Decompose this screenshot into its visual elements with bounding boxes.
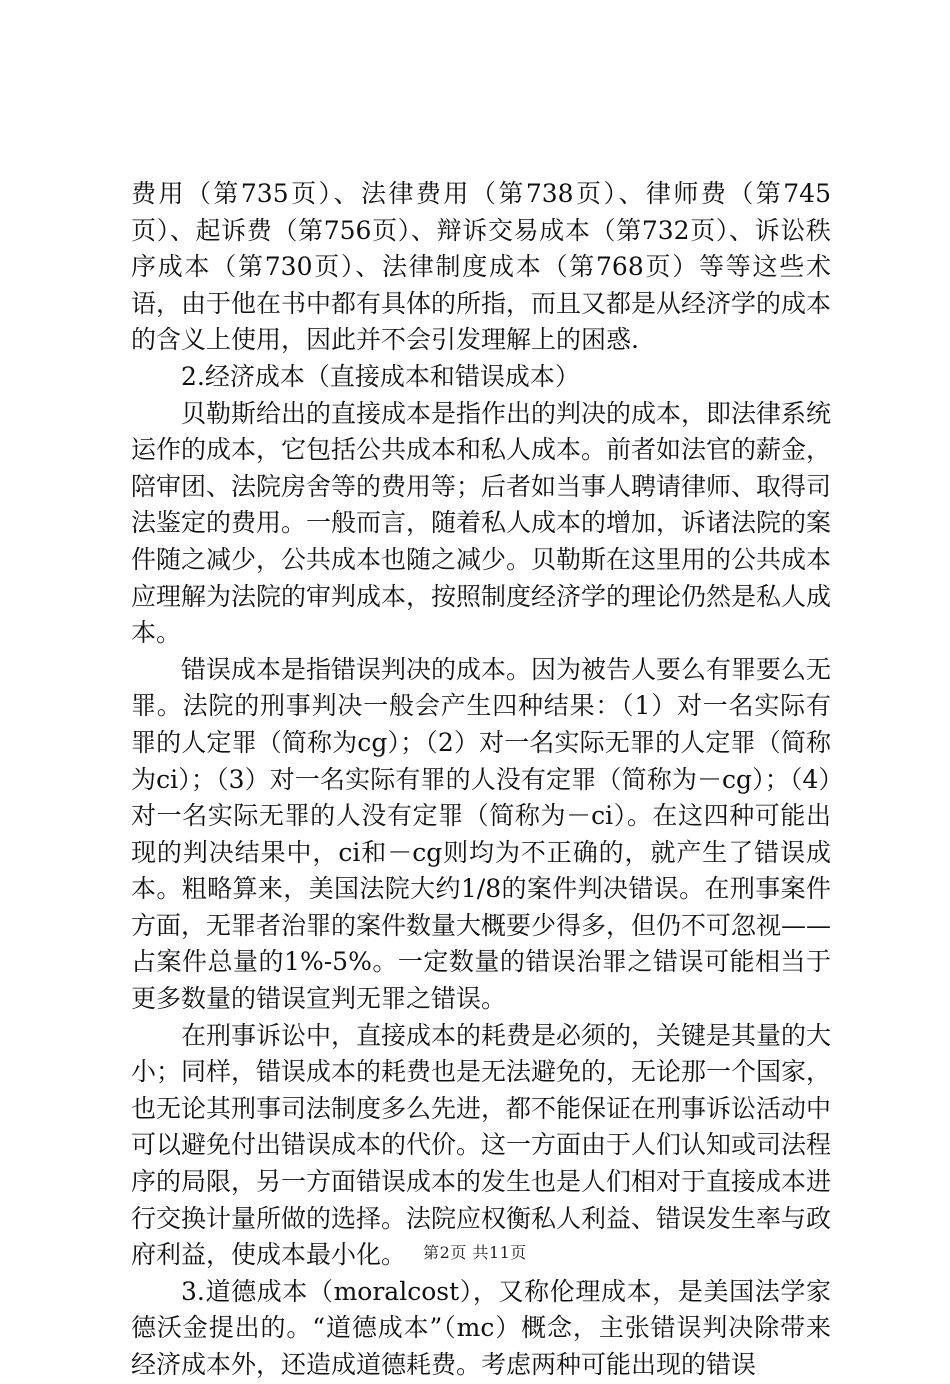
paragraph-moral-cost: 3.道德成本（moralcost），又称伦理成本，是美国法学家德沃金提出的。“道德成本”（mc）概念，主张错误判决除带来经济成本外，还造成道德耗费。考虑两种可能出现的错误 bbox=[131, 1276, 831, 1379]
page-number-footer: 第2页 共11页 bbox=[423, 1243, 527, 1262]
paragraph-direct-cost: 贝勒斯给出的直接成本是指作出的判决的成本，即法律系统运作的成本，它包括公共成本和私人成本。前者如法官的薪金，陪审团、法院房舍等的费用等；后者如当事人聘请律师、取得司法鉴定的费用。一般而言，随着私人成本的增加，诉诸法院的案件随之减少，公共成本也随之减少。贝勒斯在这里用的公共成本应理解为法院的审判成本，按照制度经济学的理论仍然是私人成本。 bbox=[131, 398, 832, 648]
document-body bbox=[131, 176, 831, 1384]
paragraph-cost-terms: 费用（第735页）、法律费用（第738页）、律师费（第745页）、起诉费（第756页）、辩诉交易成本（第732页）、诉讼秩序成本（第730页）、法律制度成本（第768页）等等这些术语，由于他在书中都有具体的所指，而且又都是从经济学的成本的含义上使用，因此并不会引发理解上的困惑. bbox=[131, 179, 832, 355]
paragraph-error-cost: 错误成本是指错误判决的成本。因为被告人要么有罪要么无罪。法院的刑事判决一般会产生四种结果：（1）对一名实际有罪的人定罪（简称为cg）；（2）对一名实际无罪的人定罪（简称为ci）；（3）对一名实际有罪的人没有定罪（简称为－cg）；（4）对一名实际无罪的人没有定罪（简称为－ci）。在这四种可能出现的判决结果中，ci和－cg则均为不正确的，就产生了错误成本。粗略算来，美国法院大约1/8的案件判决错误。在刑事案件方面，无罪者治罪的案件数量大概要少得多，但仍不可忽视——占案件总量的1%-5%。一定数量的错误治罪之错误可能相当于更多数量的错误宣判无罪之错误。 bbox=[131, 654, 832, 1014]
section-heading-economic-cost: 2.经济成本（直接成本和错误成本） bbox=[181, 361, 580, 391]
paragraph-criminal-procedure: 在刑事诉讼中，直接成本的耗费是必须的，关键是其量的大小；同样，错误成本的耗费也是无法避免的，无论那一个国家，也无论其刑事司法制度多么先进，都不能保证在刑事诉讼活动中可以避免付出错误成本的代价。这一方面由于人们认知或司法程序的局限，另一方面错误成本的发生也是人们相对于直接成本进行交换计量所做的选择。法院应权衡私人利益、错误发生率与政府利益，使成本最小化。 bbox=[131, 1020, 832, 1270]
